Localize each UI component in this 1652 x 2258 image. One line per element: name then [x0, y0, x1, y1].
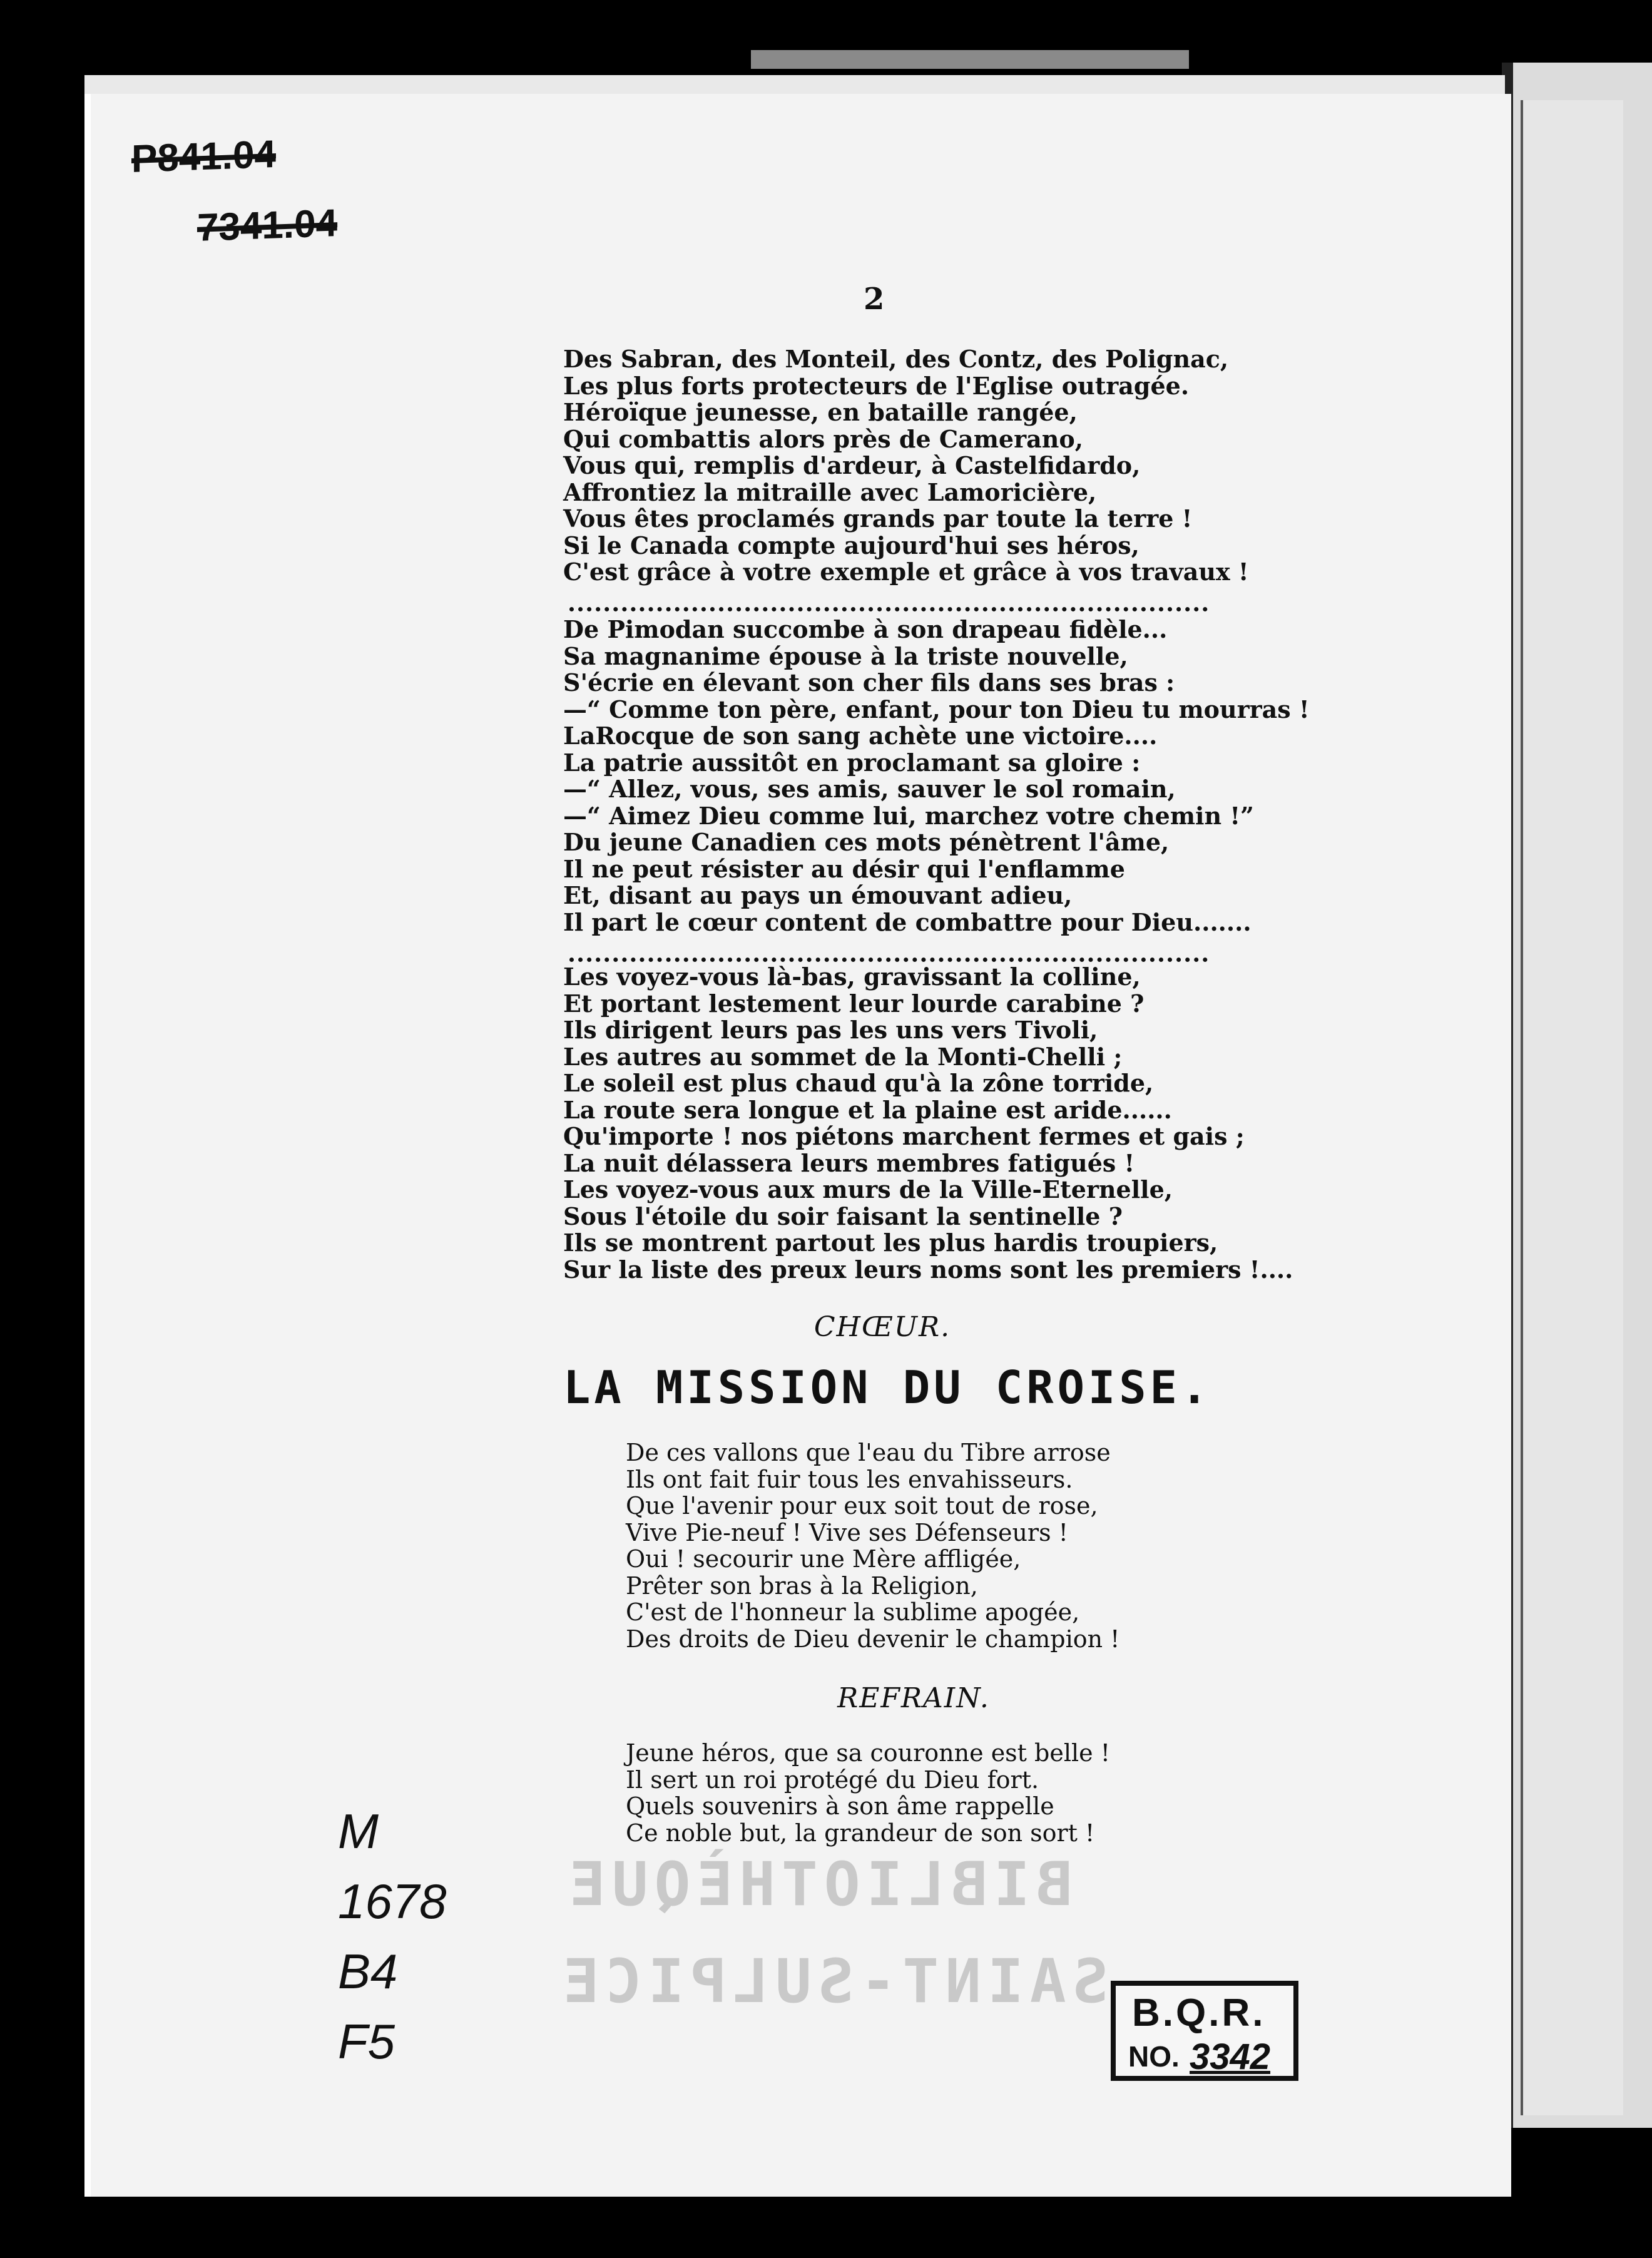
struck-mark-2: 7341.04 [197, 202, 338, 250]
call-number-line: M [338, 1804, 379, 1859]
verse-line: Quels souvenirs à son âme rappelle [626, 1792, 1054, 1820]
choeur-heading: CHŒUR. [813, 1311, 951, 1343]
bleed-through-text: SAINT-SULPICE [557, 1946, 1109, 2016]
verse-line: La patrie aussitôt en proclamant sa gloire : [563, 748, 1141, 777]
struck-mark-1: P841.04 [131, 132, 276, 181]
verse-line: Que l'avenir pour eux soit tout de rose, [626, 1492, 1098, 1520]
choeur-verses [626, 1439, 1119, 1652]
verse-line: Du jeune Canadien ces mots pénètrent l'âme, [563, 828, 1170, 856]
verse-line: Les plus forts protecteurs de l'Eglise outragée. [563, 371, 1190, 400]
verse-line: Jeune héros, que sa couronne est belle ! [626, 1739, 1110, 1767]
song-title: LA MISSION DU CROISE. [563, 1361, 1212, 1414]
verse-line: Il part le cœur content de combattre pour Dieu....... [563, 907, 1252, 936]
verse-line: Héroïque jeunesse, en bataille rangée, [563, 398, 1078, 426]
verse-line: Sous l'étoile du soir faisant la sentinelle ? [563, 1202, 1123, 1230]
verse-line: Il sert un roi protégé du Dieu fort. [626, 1765, 1039, 1794]
call-number-line: B4 [338, 1944, 398, 1999]
scan-noise [751, 50, 1189, 69]
call-number-line: 1678 [338, 1874, 447, 1929]
stamp-library: B.Q.R. [1132, 1991, 1266, 2035]
stanza-3 [563, 964, 1293, 1283]
verse-line: Qui combattis alors près de Camerano, [563, 424, 1083, 453]
verse-line: Oui ! secourir une Mère affligée, [626, 1545, 1021, 1573]
verse-line: —“ Comme ton père, enfant, pour ton Dieu tu mourras ! [563, 695, 1310, 723]
verse-line: C'est de l'honneur la sublime apogée, [626, 1598, 1080, 1626]
verse-line: —“ Allez, vous, ses amis, sauver le sol romain, [563, 775, 1176, 803]
verse-line: Et, disant au pays un émouvant adieu, [563, 881, 1073, 909]
call-number-line: F5 [338, 2014, 395, 2069]
refrain-heading: REFRAIN. [837, 1682, 990, 1714]
dotted-separator [569, 607, 1208, 611]
verse-line: La nuit délassera leurs membres fatigués ! [563, 1148, 1135, 1177]
verse-line: S'écrie en élevant son cher fils dans ses bras : [563, 668, 1175, 697]
verse-line: Sa magnanime épouse à la triste nouvelle, [563, 641, 1128, 670]
verse-line: Vous êtes proclamés grands par toute la terre ! [563, 504, 1193, 533]
stanza-1 [563, 346, 1249, 586]
verse-line: Le soleil est plus chaud qu'à la zône torride, [563, 1069, 1154, 1097]
verse-line: Les autres au sommet de la Monti-Chelli ; [563, 1042, 1123, 1071]
verse-line: Il ne peut résister au désir qui l'enflamme [563, 854, 1125, 883]
dotted-separator [569, 958, 1208, 962]
verse-line: Les voyez-vous là-bas, gravissant la colline, [563, 963, 1141, 991]
verse-line: —“ Aimez Dieu comme lui, marchez votre chemin !” [563, 801, 1254, 830]
verse-line: Des Sabran, des Monteil, des Contz, des Polignac, [563, 345, 1229, 373]
verse-line: De ces vallons que l'eau du Tibre arrose [626, 1439, 1111, 1466]
next-page-edge [1502, 63, 1652, 2128]
verse-line: Sur la liste des preux leurs noms sont les premiers !.... [563, 1255, 1293, 1284]
verse-line: Les voyez-vous aux murs de la Ville-Eternelle, [563, 1175, 1173, 1203]
verse-line: Ils ont fait fuir tous les envahisseurs. [626, 1465, 1073, 1493]
verse-line: C'est grâce à votre exemple et grâce à vos travaux ! [563, 558, 1249, 586]
verse-line: Vive Pie-neuf ! Vive ses Défenseurs ! [626, 1518, 1068, 1546]
verse-line: Affrontiez la mitraille avec Lamoricière, [563, 478, 1097, 506]
verse-line: Ils dirigent leurs pas les uns vers Tivoli, [563, 1016, 1098, 1044]
verse-line: Prêter son bras à la Religion, [626, 1571, 978, 1600]
page-number: 2 [864, 282, 885, 317]
bleed-through-text: BIBLIOTHÈQUE [563, 1849, 1073, 1919]
verse-line: Vous qui, remplis d'ardeur, à Castelfidardo, [563, 451, 1141, 479]
verse-line: Et portant lestement leur lourde carabine ? [563, 989, 1145, 1018]
stamp-no-label: NO. [1128, 2040, 1180, 2073]
handwritten-call-number [338, 1796, 447, 2077]
refrain-verses [626, 1740, 1110, 1846]
verse-line: De Pimodan succombe à son drapeau fidèle... [563, 615, 1168, 643]
verse-line: LaRocque de son sang achète une victoire.... [563, 722, 1158, 750]
stamp-number: 3342 [1190, 2036, 1271, 2077]
verse-line: La route sera longue et la plaine est aride...... [563, 1095, 1172, 1124]
library-stamp [1111, 1981, 1298, 2081]
next-page-surface [1521, 100, 1623, 2115]
verse-line: Ils se montrent partout les plus hardis troupiers, [563, 1229, 1218, 1257]
verse-line: Si le Canada compte aujourd'hui ses héros, [563, 531, 1140, 559]
verse-line: Des droits de Dieu devenir le champion ! [626, 1625, 1120, 1653]
stanza-2 [563, 616, 1310, 936]
verse-line: Ce noble but, la grandeur de son sort ! [626, 1819, 1095, 1847]
verse-line: Qu'importe ! nos piétons marchent fermes et gais ; [563, 1122, 1245, 1150]
